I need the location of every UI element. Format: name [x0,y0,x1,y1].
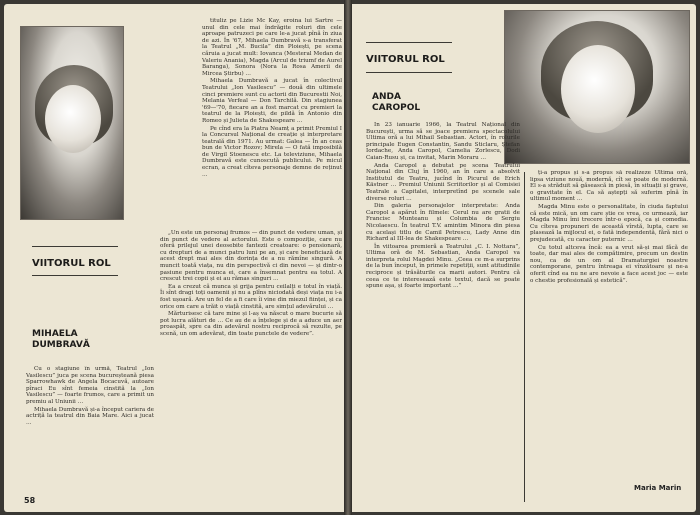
paragraph: În 23 ianuarie 1966, la Teatrul Național din București, urma să se joace premiera spectacolului Ultima oră a lui Mihail Sebastian. Actori, în rolurile principale Eugen Constantin, Sandu Sticlaru, Ștefan Iordache, Anda Caropol, Camelia Zorlescu, Dodi Caian-Rusu și, ca invitat, Marin Moraru … [366,122,520,161]
left-column-bottom-middle [160,230,342,498]
section-title: VIITORUL ROL [366,54,445,65]
name-last: DUMBRAVĂ [32,340,90,350]
paragraph: Magda Minu este o personalitate, în ciuda faptului că este mică, un om care știe ce vrea, ce urmează, iar Magda Minu îmi trecere într-o epocă, ca și comedia. Cu cîteva propuneri de această vîrstă, lupta, care se plasează la mijlocul ei, o fată independentă, fără nici o prejudecată, cu caracter puternic … [530,203,688,243]
section-rule [32,246,118,247]
left-column-bottom-left [26,366,154,478]
section-rule [366,42,452,43]
name-last: CAROPOL [372,103,421,113]
name-first: MIHAELA [32,329,78,339]
paragraph: În viitoarea premieră a Teatrului „C. I. Nottara”, Ultima oră de M. Sebastian, Anda Caropol va interpreta rolul Magdei Minu. „Ceea ce m-a surprins de la bun început, în primele repetiții, sunt atitudinile reciproce și trăsăturile ca marii autori. Pentru că ceea ce te interesează este textul, dacă se poate spune așa, și foarte important …” [366,243,520,290]
paragraph: ți-a propus și s-a propus să realizeze Ultima oră, lipsa viziune nouă, modernă, cît se poate de modernă. El s-a străduit să găsească in piesă, în situații și grave, o gravitate în el. Ca să aștepți să suferim pînă în ultimul moment … [530,170,688,203]
paragraph: Mărturisesc că tare mine și l-aș va născut o mare bucurie să pot lucra alături de … Ce au de a înțelege și de a aduce un aer proaspăt, spre ca din adevărul nostru reciprocă să rezulte, pe scenă, un om adevărat, din toate punctele de vedere”. [160,311,342,337]
paragraph: Pe cînd era la Piatra Neamț a primit Premiul I la Concursul Național de creație și interpretare teatrală din 1971. Au urmat: Galea — În an ceas bun de Victor Rozov; Mirela — O fată imposibilă de Virgil Stoenescu etc. La televiziune, Mihaela Dumbravă este cunoscută publicului. Pe micul ecran, a creat cîteva personaje demne de reținut … [202,125,342,178]
paragraph: Mihaela Dumbravă și-a început cariera de actriță la teatrul din Baia Mare. Aici a jucat … [26,406,154,426]
paragraph: „Un este un personaj frumos — din punct de vedere uman, și din punct de vedere al actorului. Este o compoziție, care nu oferă prilejul unei deosebite fantezii creatoare: o pensionară, cu drepturi de a munci patru luni pe an, și care beneficiază de acest drept mai ales din dorința de a nu rămîne singură. A muncit toată viața, nu din perspectivă ci din nevoi — și dintr-o pasiune pentru munca ei, care a însemnat pentru ea totul. A crescut trei copii și ei au rămas singuri … [160,230,342,283]
name-first: ANDA [372,92,401,102]
mihaela-dumbrava-portrait [20,26,124,220]
left-column-top-right [202,18,342,226]
column-divider [524,172,525,502]
section-rule [366,72,452,73]
paragraph: Din galeria personajelor interpretate: Anda Caropol a apărut în filmele: Cerul nu are gratii de Francisc Munteanu și Columbia de Sergiu Nicolaescu. În teatrul T.V. amintim Minora din piesa cu același titlu de Camil Petrescu, Lady Anne din Richard al III-lea de Shakespeare … [366,203,520,243]
section-rule [32,275,118,276]
paragraph: Mihaela Dumbravă a jucat în colectivul Teatrului „Ion Vasilescu” — două din ultimele cinci premiere sunt cu actorii din Bucurestii Noi, Melania Verfeal — Don Tarchilă. Din stagiunea '69—'70, fiecare an a fost marcat cu premieri la teatrul de la Ploiești, de pildă în Antonio din Romeo și Julieta de Shakespeare … [202,78,342,124]
paragraph: Cu o stagiune în urmă, Teatrul „Ion Vasilescu” juca pe scena bucureșteană piesa Sparrowhawk de Angela Bocacuvă, autoare pîraci Eu sînt femeia cinstită la „Ion Vasilescu” — foarte frumos, care a primit un premiu al Uniunii … [26,366,154,405]
page-number: 58 [24,496,36,505]
left-page [4,4,344,512]
right-column-middle [366,122,520,506]
right-page [352,4,696,512]
paragraph: Cu totul altceva încă: ea a vrut să-și mai făcă de toate, dar mai ales de compătimire, precum un destin nou, ca de un om al Dramaturgiei noastre contemporane, pentru întreaga ei vînzătoare și ne-a oferit cînd ea nu ne are nevoie a face acest joc — este o chestie profesională și estetică”. [530,244,688,284]
paragraph: tituliz pe Lizie Mc Kay, eroina lui Sartre — unul din cele mai îndrăgite roluri din cele aproape patruzeci pe care le-a jucat pînă în ziua de azi. În '67, Mihaela Dumbravă s-a transferat la Teatrul „M. Bucila” din Ploiești, pe scena căruia a jucat mult: Iovanca (Mesteral Medan de Valeriu Anania), Magda (Arcul de triumf de Aurel Baranga), Sonora (Nora la Rosa Amerii de Mircea Știrbu) … [202,18,342,77]
paragraph: Anda Caropol a debutat pe scena Teatrului Național din Cluj în 1960, an în care a absolvit Institutul de Teatru, jucînd în Picurul de Erich Kästner … Premiul Uniunii Scriitorilor și al Comisiei Teatrale a Capitalei, interpretînd pe scenele sale diverse roluri … [366,162,520,202]
anda-caropol-portrait [504,10,690,164]
section-title: VIITORUL ROL [32,258,111,269]
paragraph: Ea a crezut că munca și grija pentru ceilalți e totul în viață. Îi sînt dragi toți oamenii și nu a plîns niciodată deși viața nu i-a fost ușoară. Are un fel de a fi care îi vine din miezul ființei, și ca orice om care a trăit o viață cinstită, are simțul adevărului … [160,283,342,310]
author-signature: Maria Marin [634,484,682,492]
book-gutter [344,0,352,515]
right-column-right [530,170,688,470]
